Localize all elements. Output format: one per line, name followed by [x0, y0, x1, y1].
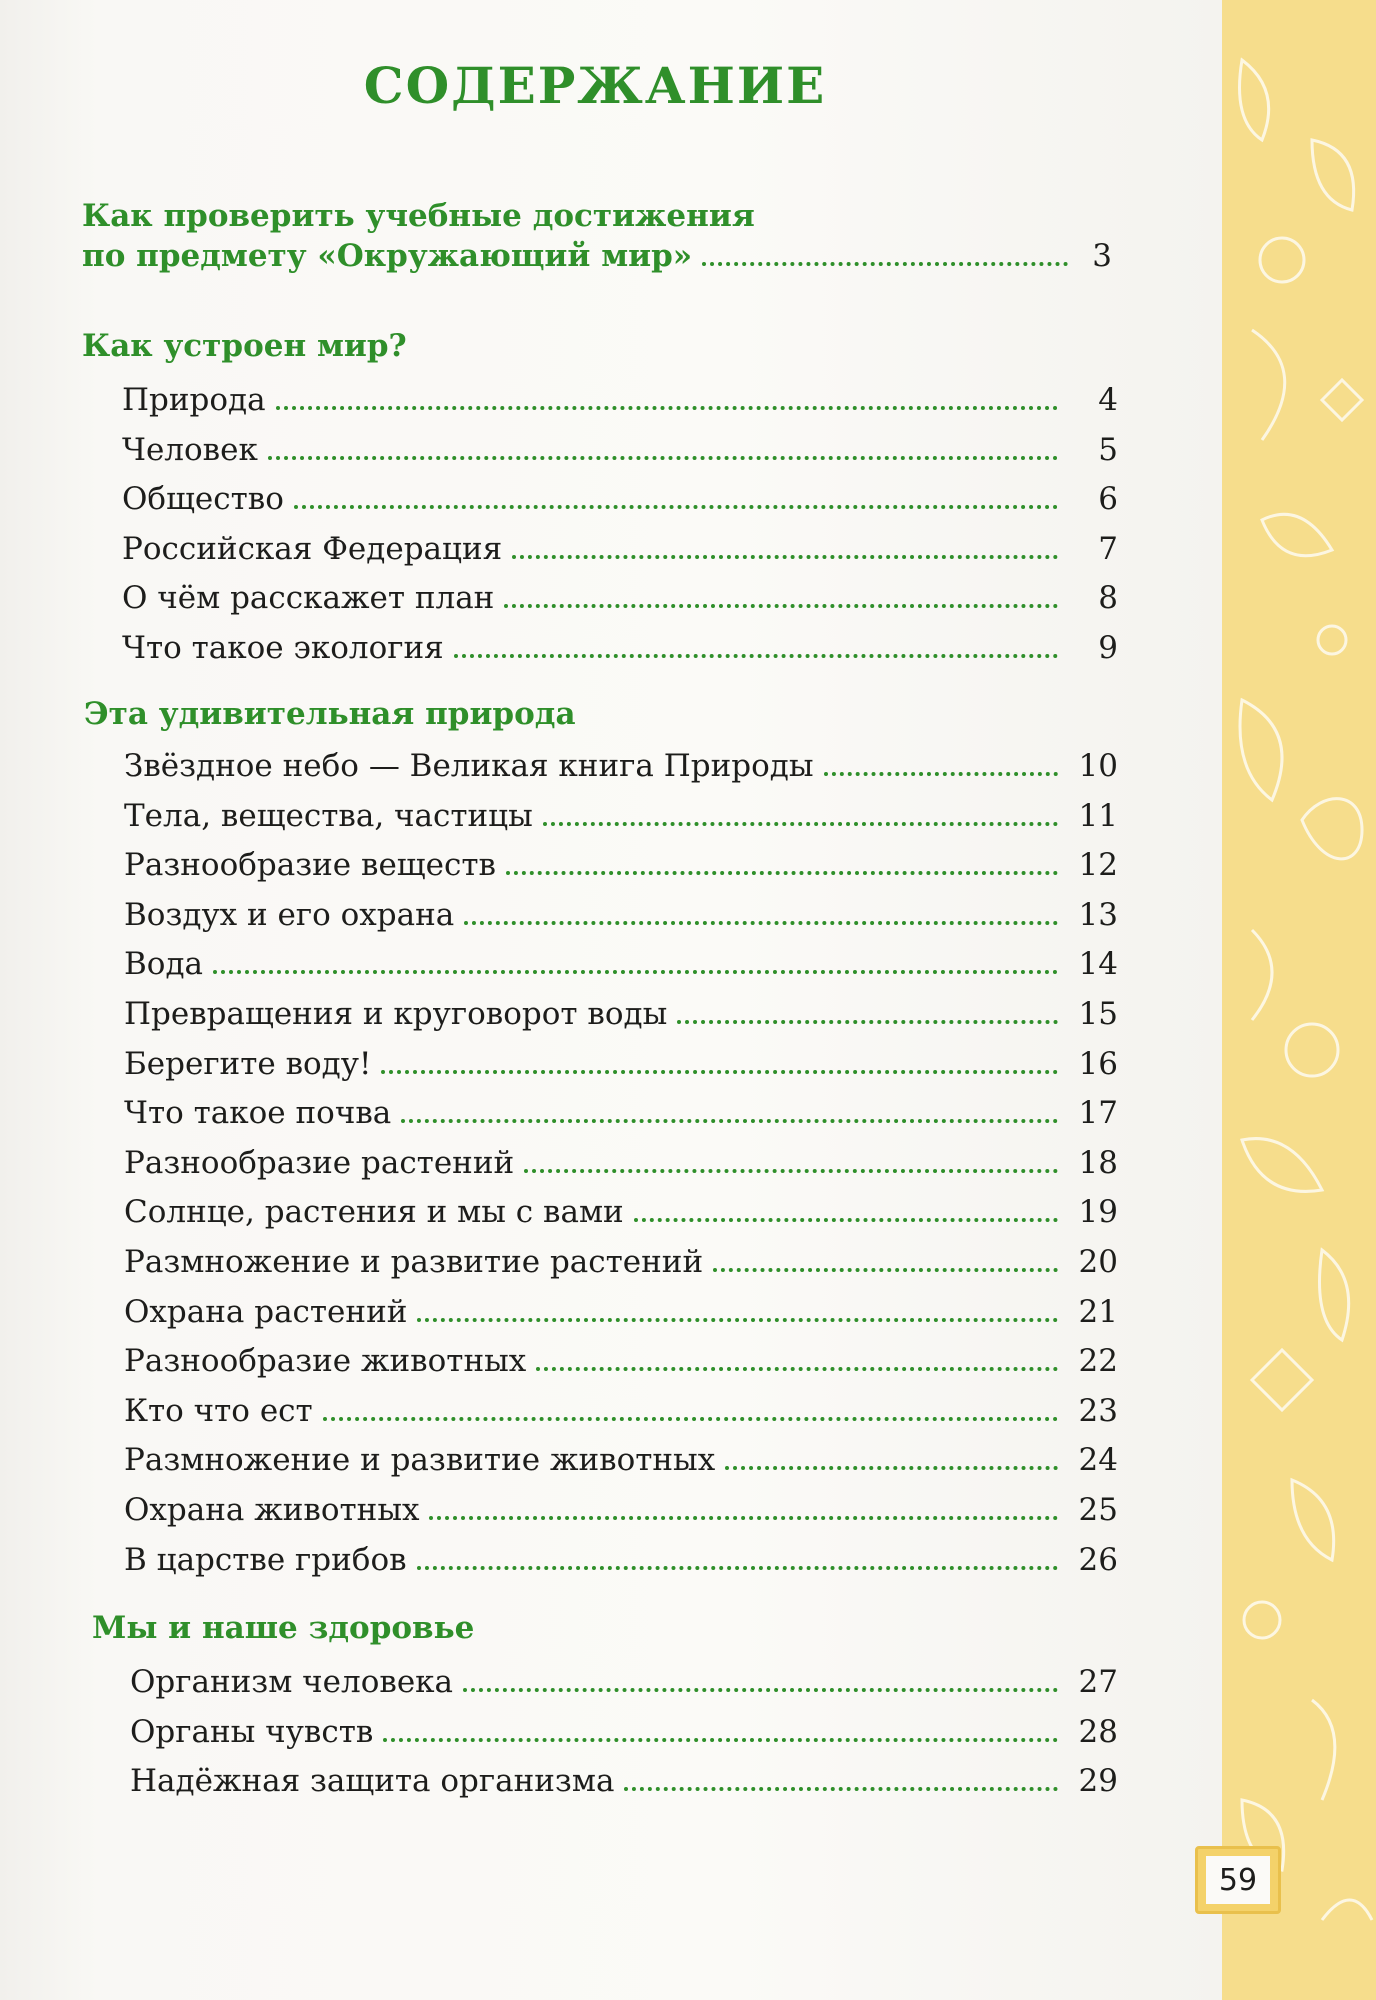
toc-entry[interactable] [122, 432, 1118, 482]
toc-entry-page: 28 [1078, 1713, 1118, 1750]
toc-entry-page: 14 [1078, 946, 1118, 983]
toc-entry-page: 6 [1098, 481, 1118, 518]
toc-entry[interactable] [124, 1046, 1118, 1096]
toc-entry-label: Превращения и круговорот воды [124, 995, 668, 1032]
toc-entry-label: Берегите воду! [124, 1045, 372, 1082]
toc-entry-label: Разнообразие растений [124, 1144, 515, 1181]
dotted-leader [417, 1566, 1058, 1570]
toc-entry-page: 22 [1078, 1343, 1118, 1380]
dotted-leader [294, 505, 1058, 509]
toc-entry[interactable] [124, 1194, 1118, 1244]
toc-entry-label: Разнообразие веществ [124, 847, 496, 884]
toc-entry[interactable] [124, 1095, 1118, 1145]
toc-entry[interactable] [124, 996, 1118, 1046]
toc-list [130, 1664, 1118, 1813]
toc-entry[interactable] [122, 382, 1118, 432]
toc-list [122, 382, 1118, 680]
toc-entry[interactable] [122, 580, 1118, 630]
dotted-leader [417, 1318, 1058, 1322]
toc-entry-label: Охрана животных [124, 1491, 420, 1528]
dotted-leader [713, 1268, 1058, 1272]
toc-entry-page: 16 [1078, 1045, 1118, 1082]
dotted-leader [543, 822, 1058, 826]
toc-entry-label: В царстве грибов [124, 1541, 407, 1578]
toc-entry[interactable] [124, 1145, 1118, 1195]
dotted-leader [725, 1466, 1058, 1470]
toc-entry-label: Что такое почва [124, 1095, 392, 1132]
toc-entry-page: 7 [1098, 530, 1118, 567]
toc-entry-page: 27 [1078, 1664, 1118, 1700]
toc-entry[interactable] [124, 1244, 1118, 1294]
page-title: СОДЕРЖАНИЕ [363, 56, 827, 115]
decorative-side-band [1222, 0, 1376, 2000]
toc-entry-page: 12 [1078, 847, 1118, 884]
section-title: Эта удивительная природа [84, 696, 576, 732]
toc-entry-page: 25 [1078, 1491, 1118, 1528]
toc-entry[interactable] [130, 1664, 1118, 1714]
dotted-leader [276, 406, 1058, 410]
toc-entry-page: 8 [1098, 580, 1118, 617]
toc-entry-label: О чём расскажет план [122, 580, 495, 617]
toc-entry-label: Тела, вещества, частицы [124, 797, 533, 834]
toc-entry-label: Природа [122, 382, 266, 418]
intro-line-1: Как проверить учебные достижения [82, 198, 755, 234]
toc-entry-page: 24 [1078, 1442, 1118, 1479]
toc-entry-page: 5 [1098, 431, 1118, 468]
page-number: 59 [1206, 1856, 1270, 1904]
toc-entry-page: 21 [1078, 1293, 1118, 1330]
toc-entry[interactable] [124, 1343, 1118, 1393]
dotted-leader [429, 1516, 1058, 1520]
toc-entry-page: 19 [1078, 1194, 1118, 1231]
toc-entry-page: 20 [1078, 1243, 1118, 1280]
dotted-leader [454, 654, 1058, 658]
toc-entry[interactable] [122, 531, 1118, 581]
toc-entry[interactable] [124, 1294, 1118, 1344]
toc-entry-label: Организм человека [130, 1664, 454, 1700]
toc-list [124, 748, 1118, 1591]
toc-entry[interactable] [124, 1492, 1118, 1542]
dotted-leader [677, 1020, 1058, 1024]
toc-entry[interactable] [122, 630, 1118, 680]
section-title: Как устроен мир? [82, 328, 407, 364]
dotted-leader [383, 1738, 1058, 1742]
dotted-leader [536, 1367, 1058, 1371]
toc-entry[interactable] [124, 897, 1118, 947]
dotted-leader [824, 772, 1058, 776]
toc-entry-label: Солнце, растения и мы с вами [124, 1194, 624, 1231]
toc-entry-label: Размножение и развитие растений [124, 1243, 704, 1280]
dotted-leader [323, 1417, 1058, 1421]
toc-entry-page: 17 [1078, 1095, 1118, 1132]
toc-entry-page: 11 [1078, 797, 1118, 834]
dotted-leader [702, 262, 1068, 266]
dotted-leader [512, 555, 1058, 559]
toc-entry-label: Общество [122, 481, 284, 518]
toc-entry-page: 29 [1078, 1763, 1118, 1800]
toc-entry-label: Человек [122, 431, 258, 468]
toc-entry[interactable] [124, 847, 1118, 897]
page-number-badge [1195, 1846, 1281, 1914]
toc-entry-page: 18 [1078, 1144, 1118, 1181]
dotted-leader [624, 1787, 1058, 1791]
toc-entry-label: Органы чувств [130, 1713, 374, 1750]
dotted-leader [524, 1169, 1058, 1173]
section-title: Мы и наше здоровье [92, 1610, 475, 1646]
intro-line-2: по предмету «Окружающий мир» [82, 238, 693, 274]
toc-entry-label: Разнообразие животных [124, 1343, 527, 1380]
dotted-leader [268, 456, 1058, 460]
toc-entry[interactable] [124, 1393, 1118, 1443]
toc-entry-page: 4 [1098, 382, 1118, 418]
toc-entry-page: 26 [1078, 1541, 1118, 1578]
toc-entry-page: 9 [1098, 629, 1118, 666]
dotted-leader [506, 871, 1058, 875]
toc-entry-label: Что такое экология [122, 629, 444, 666]
intro-page-number: 3 [1092, 238, 1112, 274]
dotted-leader [401, 1119, 1058, 1123]
toc-entry-page: 13 [1078, 896, 1118, 933]
toc-entry[interactable] [124, 1442, 1118, 1492]
dotted-leader [634, 1218, 1058, 1222]
toc-entry-label: Воздух и его охрана [124, 896, 455, 933]
toc-entry-page: 15 [1078, 995, 1118, 1032]
toc-entry-label: Звёздное небо — Великая книга Природы [124, 748, 814, 784]
toc-entry-label: Российская Федерация [122, 530, 503, 567]
dotted-leader [381, 1070, 1058, 1074]
floral-pattern-icon [1222, 0, 1376, 2000]
toc-entry[interactable] [124, 798, 1118, 848]
toc-entry[interactable] [130, 1763, 1118, 1813]
toc-entry-label: Кто что ест [124, 1392, 313, 1429]
toc-entry-label: Охрана растений [124, 1293, 408, 1330]
dotted-leader [463, 1688, 1058, 1692]
toc-entry[interactable] [130, 1714, 1118, 1764]
toc-entry[interactable] [124, 946, 1118, 996]
dotted-leader [464, 921, 1058, 925]
toc-entry[interactable] [124, 748, 1118, 798]
intro-entry[interactable] [82, 196, 1112, 276]
toc-entry-label: Вода [124, 946, 204, 983]
toc-entry[interactable] [122, 481, 1118, 531]
toc-entry[interactable] [124, 1542, 1118, 1592]
toc-entry-page: 23 [1078, 1392, 1118, 1429]
dotted-leader [504, 604, 1058, 608]
toc-entry-page: 10 [1078, 748, 1118, 784]
toc-entry-label: Надёжная защита организма [130, 1763, 615, 1800]
dotted-leader [213, 970, 1058, 974]
toc-entry-label: Размножение и развитие животных [124, 1442, 716, 1479]
